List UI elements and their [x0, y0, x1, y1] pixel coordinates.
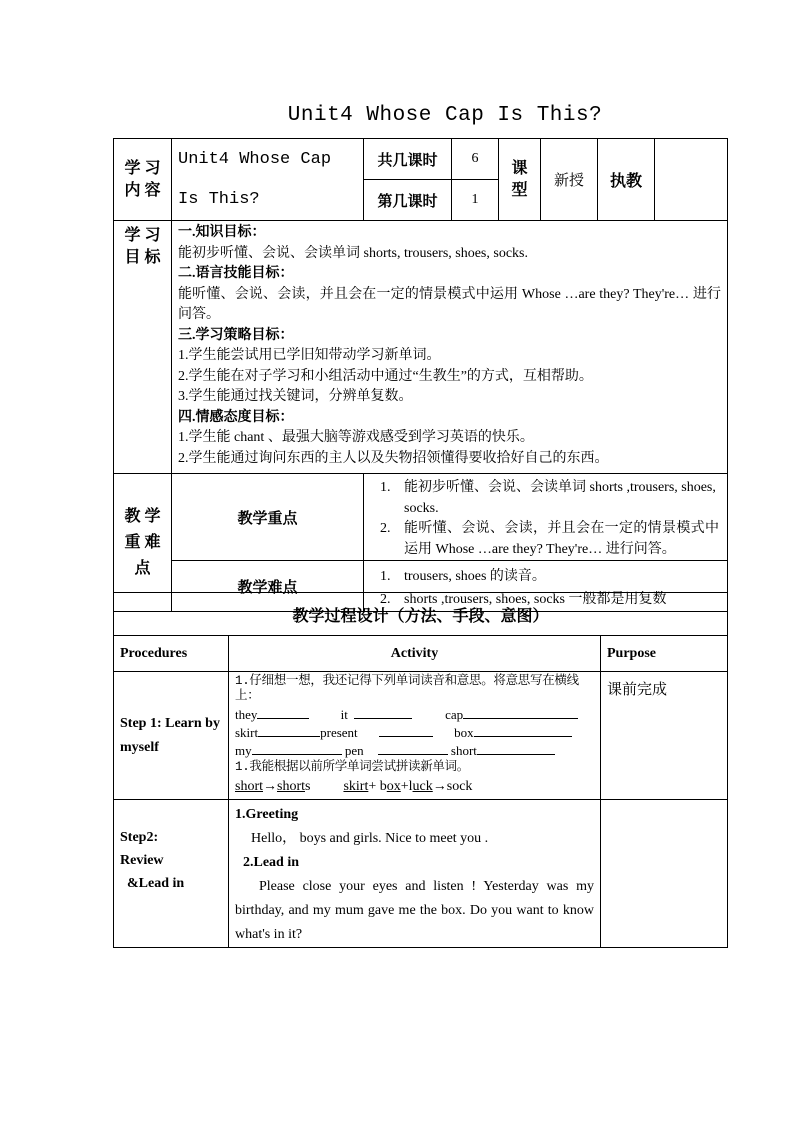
focus-label: 教学重点 — [172, 474, 364, 561]
focus-content — [364, 474, 728, 561]
lesson-info-table — [113, 138, 728, 612]
strategy-item: 1.学生能尝试用已学旧知带动学习新单词。 — [178, 348, 441, 363]
total-hours-value: 6 — [452, 139, 499, 180]
col-procedures: Procedures — [114, 636, 229, 672]
skill-title: 二.语言技能目标： — [178, 266, 294, 281]
greeting-title: 1.Greeting — [235, 807, 299, 822]
key-points-label: 教 学 重 难 点 — [114, 474, 172, 612]
step1-instruction2: 1.我能根据以前所学单词尝试拼读新单词。 — [235, 760, 470, 774]
content-value: Unit4 Whose Cap Is This? — [172, 139, 364, 221]
process-heading: 教学过程设计（方法、手段、意图） — [114, 593, 728, 636]
teacher-value — [655, 139, 728, 221]
step1-instruction: 1.仔细想一想，我还记得下列单词读音和意思。将意思写在横线上： — [235, 674, 579, 703]
knowledge-title: 一.知识目标： — [178, 225, 266, 240]
step2-name: Step2: Review &Lead in — [114, 800, 229, 948]
content-label: 学 习 内 容 — [114, 139, 172, 221]
strategy-item: 3.学生能通过找关键词，分辨单复数。 — [178, 389, 413, 404]
process-table — [113, 592, 728, 948]
step1-purpose: 课前完成 — [601, 672, 728, 800]
spelling-row: short→shorts skirt+ box+luck→sock — [235, 779, 473, 794]
emotion-title: 四.情感态度目标： — [178, 409, 294, 425]
difficulty-item: 2. shorts ,trousers, shoes, socks 一般都是用复数 — [394, 588, 727, 611]
difficulty-item: 1. trousers, shoes 的读音。 — [394, 565, 727, 588]
current-lesson-value: 1 — [452, 180, 499, 221]
word-row: my pen short — [235, 741, 594, 759]
step2-purpose — [601, 800, 728, 948]
word-row: they it cap — [235, 705, 594, 723]
step1-activity — [229, 672, 601, 800]
difficulty-label: 教学难点 — [172, 561, 364, 612]
col-activity: Activity — [229, 636, 601, 672]
objectives-content — [172, 221, 728, 474]
leadin-title: 2.Lead in — [243, 855, 300, 870]
skill-text: 能听懂、会说、会读，并且会在一定的情景模式中运用 Whose …are they? They're… 进行问答。 — [178, 286, 721, 322]
step2-activity — [229, 800, 601, 948]
current-lesson-label: 第几课时 — [364, 180, 452, 221]
emotion-item: 1.学生能 chant 、最强大脑等游戏感受到学习英语的快乐。 — [178, 430, 534, 445]
col-purpose: Purpose — [601, 636, 728, 672]
focus-item: 2. 能听懂、会说、会读，并且会在一定的情景模式中运用 Whose …are they? They're… 进行问答。 — [394, 519, 719, 560]
step1-name: Step 1: Learn by myself — [114, 672, 229, 800]
emotion-item: 2.学生能通过询问东西的主人以及失物招领懂得要收拾好自己的东西。 — [178, 450, 609, 466]
greeting-text: Hello， boys and girls. Nice to meet you . — [251, 831, 489, 846]
type-label: 课 型 — [499, 139, 541, 221]
objectives-label: 学 习 目 标 — [114, 221, 172, 474]
strategy-item: 2.学生能在对子学习和小组活动中通过“生教生”的方式，互相帮助。 — [178, 368, 593, 384]
focus-item: 1. 能初步听懂、会说、会读单词 shorts ,trousers, shoes, socks. — [394, 478, 719, 519]
strategy-title: 三.学习策略目标： — [178, 327, 294, 343]
leadin-text: Please close your eyes and listen ! Yesterday was my birthday, and my mum gave me the box. Do you want to know what's in it? — [235, 879, 594, 942]
document-title: Unit4 Whose Cap Is This? — [287, 104, 603, 127]
teacher-label: 执教 — [598, 139, 655, 221]
word-row: skirt present box — [235, 723, 594, 741]
knowledge-text: 能初步听懂、会说、会读单词 shorts, trousers, shoes, socks. — [178, 245, 528, 261]
total-hours-label: 共几课时 — [364, 139, 452, 180]
type-value: 新授 — [541, 139, 598, 221]
